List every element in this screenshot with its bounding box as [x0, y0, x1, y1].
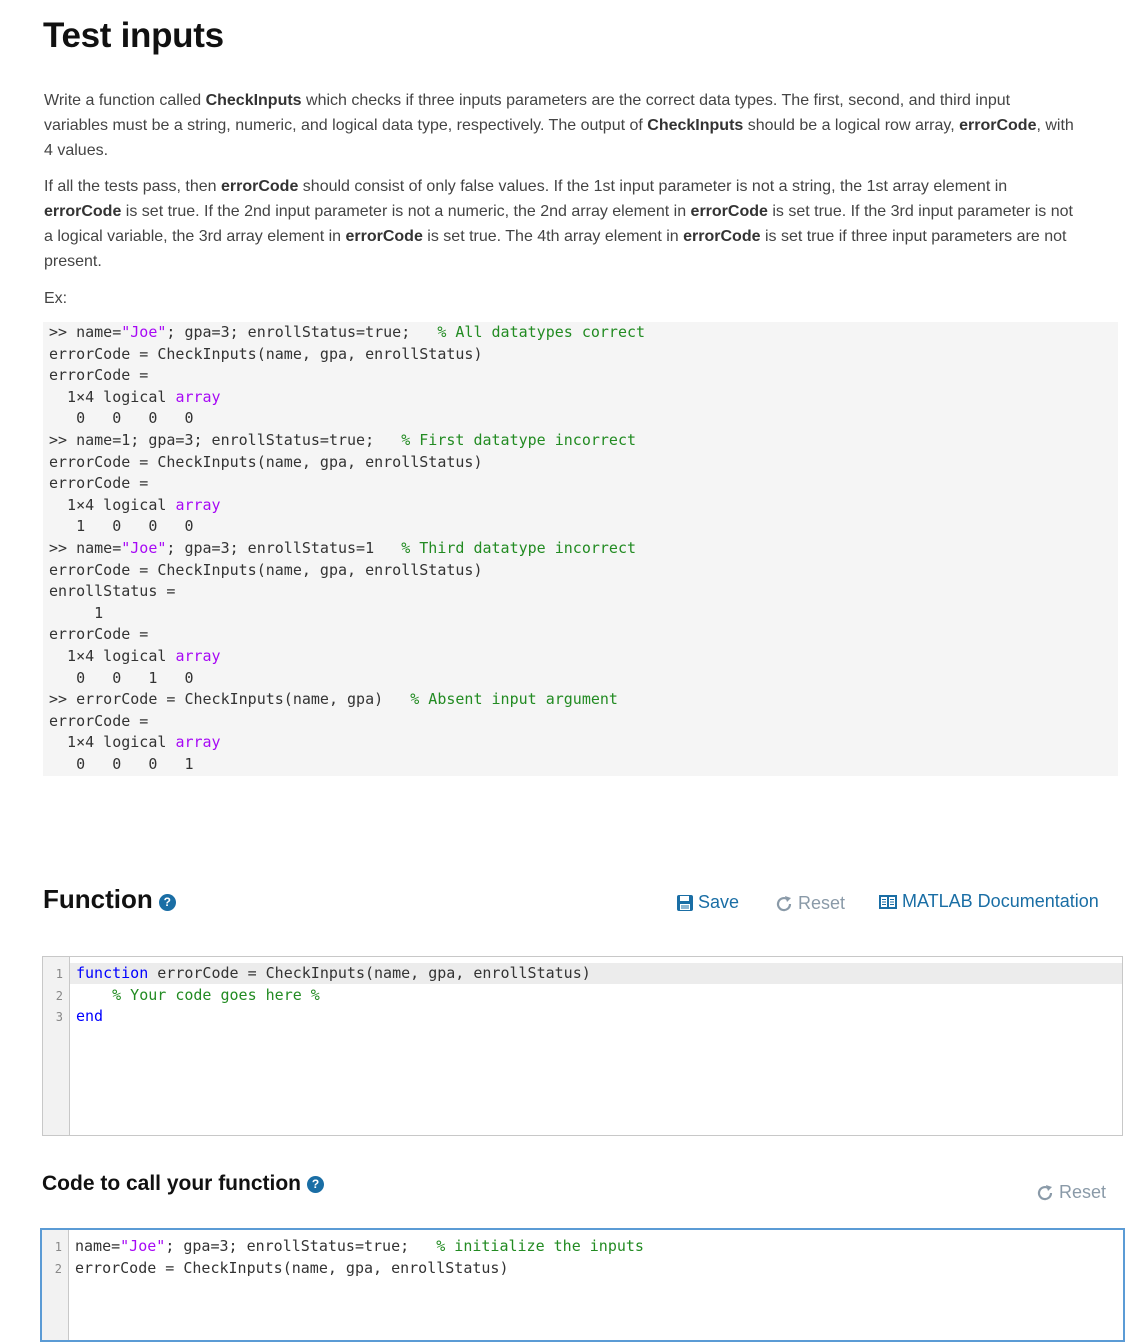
code-token: % Your code goes here %: [76, 985, 320, 1004]
code-line: [49, 624, 148, 645]
text-run: is set true. If the 3rd input parameter is not a logical variable, the 3rd array element in: [44, 203, 1073, 245]
call-title: Code to call your function: [42, 1172, 302, 1195]
code-token: errorCode =: [49, 474, 149, 493]
reset-icon: [1035, 1183, 1055, 1203]
code-line: [49, 495, 221, 516]
bold-term: errorCode: [959, 117, 1037, 134]
code-token: array: [175, 647, 221, 665]
code-token: errorCode = CheckInputs(name, gpa, enrollStatus): [49, 452, 483, 471]
code-token: >> name=1; gpa=3; enrollStatus=true;: [49, 431, 402, 449]
code-token: array: [175, 733, 221, 752]
call-editor[interactable]: [40, 1228, 1125, 1342]
call-heading: [42, 1172, 324, 1196]
function-editor[interactable]: [42, 956, 1123, 1136]
code-line: [49, 538, 636, 559]
code-line: [49, 732, 221, 753]
code-line: [49, 516, 194, 537]
code-token: 1×4 logical: [49, 647, 176, 665]
function-title: Function: [43, 884, 153, 914]
code-token: "Joe": [120, 1237, 166, 1255]
code-token: % Absent input argument: [410, 690, 618, 709]
code-token: 0 0 1 0: [49, 668, 194, 687]
reset-label: Reset: [1059, 1182, 1107, 1202]
code-token: end: [76, 1007, 104, 1026]
line-number: 1: [54, 1240, 62, 1254]
code-token: 0 0 0 1: [49, 755, 194, 773]
code-token: array: [175, 387, 221, 406]
save-button[interactable]: [676, 892, 739, 913]
code-line: [49, 711, 148, 732]
code-line: [49, 603, 103, 624]
code-token: errorCode =: [49, 625, 149, 644]
reset-label: Reset: [798, 893, 846, 913]
code-token: 1 0 0 0: [49, 517, 194, 536]
editor-line[interactable]: [76, 964, 591, 982]
bold-term: errorCode: [220, 178, 299, 195]
code-line: [49, 581, 175, 602]
help-icon[interactable]: ?: [159, 894, 176, 911]
text-run: , with 4 values.: [44, 117, 1074, 159]
line-number: 2: [54, 1261, 62, 1276]
editor-line[interactable]: [75, 1259, 508, 1277]
code-token: errorCode = CheckInputs(name, gpa, enrollStatus): [75, 1258, 509, 1277]
text-run: If all the tests pass, then: [44, 178, 221, 195]
matlab-documentation-link[interactable]: [878, 891, 1099, 912]
code-line: [49, 344, 482, 365]
editor-line[interactable]: [76, 986, 320, 1004]
function-heading: [43, 884, 176, 915]
text-run: should be a logical row array,: [743, 117, 960, 134]
code-token: 1×4 logical: [49, 495, 176, 514]
function-reset-button[interactable]: [774, 893, 845, 914]
text-run: should consist of only false values. If the 1st input parameter is not a string, the 1st array element in: [298, 178, 1008, 195]
code-token: errorCode = CheckInputs(name, gpa, enrollStatus): [49, 344, 483, 363]
code-token: "Joe": [121, 539, 167, 557]
text-run: is set true. If the 2nd input parameter is not a numeric, the 2nd array element in: [121, 203, 691, 220]
page-title: Test inputs: [43, 16, 224, 55]
call-reset-button[interactable]: [1035, 1182, 1106, 1203]
code-token: array: [175, 495, 221, 514]
description-paragraph-1: [44, 88, 1074, 163]
text-run: is set true. The 4th array element in: [422, 228, 684, 245]
code-token: name=: [75, 1237, 121, 1255]
code-token: 1: [49, 603, 104, 622]
code-token: 0 0 0 0: [49, 409, 194, 428]
description-paragraph-2: [44, 174, 1074, 274]
code-token: ; gpa=3; enrollStatus=true;: [166, 323, 438, 341]
bold-term: errorCode: [345, 228, 423, 245]
code-line: [49, 322, 645, 343]
line-number: 3: [55, 1010, 63, 1025]
text-run: which checks if three inputs parameters are the correct data types. The first, second, and third input variables must be a string, numeric, and logical data type, respectively. The output of: [44, 92, 1011, 134]
code-token: ; gpa=3; enrollStatus=true;: [165, 1237, 437, 1255]
code-token: errorCode =: [49, 711, 149, 730]
text-run: is set true if three input parameters are not present.: [44, 228, 1067, 270]
code-token: "Joe": [121, 323, 167, 341]
code-token: enrollStatus =: [49, 582, 176, 601]
text-run: Write a function called: [44, 92, 206, 109]
code-line: [49, 408, 194, 429]
code-line: [49, 387, 221, 408]
example-label: Ex:: [44, 290, 68, 307]
code-token: % All datatypes correct: [437, 323, 646, 341]
code-line: [49, 473, 148, 494]
bold-term: errorCode: [44, 203, 122, 220]
code-line: [49, 668, 194, 689]
line-number-gutter: [43, 957, 70, 1135]
bold-term: errorCode: [683, 228, 761, 245]
code-line: [49, 689, 618, 710]
save-icon: [676, 894, 694, 912]
line-number: 2: [55, 988, 63, 1003]
code-token: >> name=: [49, 323, 122, 341]
code-token: errorCode =: [49, 366, 149, 385]
code-token: >> errorCode = CheckInputs(name, gpa): [49, 690, 411, 709]
code-token: 1×4 logical: [49, 387, 176, 406]
code-token: % initialize the inputs: [436, 1237, 644, 1255]
code-token: 1×4 logical: [49, 733, 176, 752]
editor-line[interactable]: [75, 1237, 644, 1255]
save-label: Save: [698, 892, 740, 912]
editor-line[interactable]: [76, 1007, 103, 1025]
code-token: % First datatype incorrect: [401, 431, 637, 449]
bold-term: CheckInputs: [647, 117, 744, 134]
code-token: errorCode = CheckInputs(name, gpa, enrollStatus): [49, 560, 483, 579]
bold-term: errorCode: [690, 203, 768, 220]
code-token: % Third datatype incorrect: [401, 539, 637, 557]
code-token: function: [76, 964, 149, 982]
code-line: [49, 560, 482, 581]
code-line: [49, 452, 482, 473]
bold-term: CheckInputs: [205, 92, 302, 109]
code-token: >> name=: [49, 539, 122, 557]
code-line: [49, 365, 148, 386]
code-token: ; gpa=3; enrollStatus=1: [166, 539, 402, 557]
docs-label: MATLAB Documentation: [902, 891, 1099, 911]
help-icon[interactable]: ?: [307, 1176, 324, 1193]
line-number: 1: [55, 967, 63, 981]
book-icon: [878, 893, 898, 911]
example-code-block: [43, 322, 1118, 776]
code-line: [49, 430, 636, 451]
code-line: [49, 754, 194, 775]
reset-icon: [774, 894, 794, 914]
code-token: errorCode = CheckInputs(name, gpa, enrollStatus): [148, 964, 591, 982]
code-line: [49, 646, 221, 667]
